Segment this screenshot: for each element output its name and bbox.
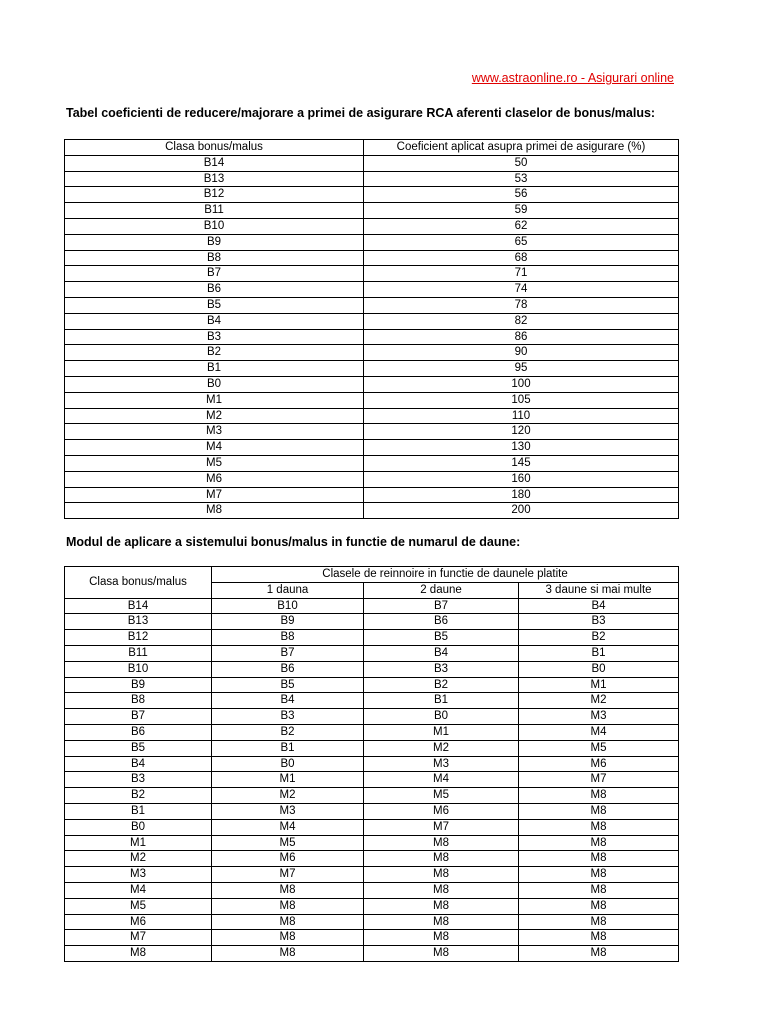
renewal-1-claim-cell: M2 — [212, 788, 364, 804]
class-cell: B5 — [65, 740, 212, 756]
renewal-2-claims-cell: M8 — [364, 882, 519, 898]
coefficient-cell: 59 — [364, 203, 679, 219]
renewal-3-plus-claims-cell: B0 — [519, 661, 679, 677]
class-cell: B3 — [65, 329, 364, 345]
class-cell: M7 — [65, 487, 364, 503]
table-row — [65, 756, 679, 772]
renewal-1-claim-cell: M6 — [212, 851, 364, 867]
table-row — [65, 503, 679, 519]
table-row — [65, 424, 679, 440]
renewal-1-claim-cell: B7 — [212, 645, 364, 661]
renewal-1-claim-cell: M8 — [212, 914, 364, 930]
table-row — [65, 819, 679, 835]
renewal-2-claims-cell: M8 — [364, 914, 519, 930]
class-cell: M6 — [65, 914, 212, 930]
renewal-3-plus-claims-cell: B1 — [519, 645, 679, 661]
renewal-3-plus-claims-cell: M8 — [519, 835, 679, 851]
renewal-2-claims-cell: M8 — [364, 851, 519, 867]
renewal-1-claim-cell: M4 — [212, 819, 364, 835]
renewal-3-plus-claims-cell: M8 — [519, 882, 679, 898]
renewal-3-plus-claims-cell: M5 — [519, 740, 679, 756]
class-cell: B11 — [65, 645, 212, 661]
table-row — [65, 772, 679, 788]
renewal-1-claim-cell: B5 — [212, 677, 364, 693]
table-row — [65, 867, 679, 883]
table-row — [65, 155, 679, 171]
renewal-2-claims-cell: B1 — [364, 693, 519, 709]
class-cell: B6 — [65, 724, 212, 740]
renewal-3-plus-claims-cell: M8 — [519, 914, 679, 930]
class-cell: B8 — [65, 693, 212, 709]
renewal-2-claims-cell: M7 — [364, 819, 519, 835]
column-header-class: Clasa bonus/malus — [65, 140, 364, 156]
coefficient-cell: 160 — [364, 471, 679, 487]
renewal-1-claim-cell: B0 — [212, 756, 364, 772]
class-cell: B12 — [65, 630, 212, 646]
class-cell: M7 — [65, 930, 212, 946]
coefficient-cell: 53 — [364, 171, 679, 187]
class-cell: B3 — [65, 772, 212, 788]
renewal-1-claim-cell: B8 — [212, 630, 364, 646]
class-cell: B14 — [65, 598, 212, 614]
renewal-3-plus-claims-cell: M8 — [519, 803, 679, 819]
class-cell: B9 — [65, 677, 212, 693]
renewal-1-claim-cell: M8 — [212, 930, 364, 946]
group-header-renewal-classes: Clasele de reinnoire in functie de daunele platite — [212, 567, 679, 583]
renewal-2-claims-cell: B3 — [364, 661, 519, 677]
coefficient-cell: 68 — [364, 250, 679, 266]
class-cell: M6 — [65, 471, 364, 487]
table-row — [65, 882, 679, 898]
table-row — [65, 361, 679, 377]
renewal-3-plus-claims-cell: M8 — [519, 946, 679, 962]
column-header-class: Clasa bonus/malus — [65, 567, 212, 599]
renewal-3-plus-claims-cell: M4 — [519, 724, 679, 740]
class-cell: B4 — [65, 313, 364, 329]
class-cell: M1 — [65, 835, 212, 851]
coefficient-cell: 200 — [364, 503, 679, 519]
coefficient-cell: 110 — [364, 408, 679, 424]
renewal-2-claims-cell: M8 — [364, 835, 519, 851]
table-row — [65, 788, 679, 804]
class-cell: B0 — [65, 819, 212, 835]
renewal-3-plus-claims-cell: M3 — [519, 709, 679, 725]
renewal-2-claims-cell: M2 — [364, 740, 519, 756]
renewal-2-claims-cell: M8 — [364, 867, 519, 883]
renewal-3-plus-claims-cell: B3 — [519, 614, 679, 630]
class-cell: M4 — [65, 882, 212, 898]
coefficient-cell: 62 — [364, 218, 679, 234]
class-cell: B6 — [65, 282, 364, 298]
coefficient-cell: 71 — [364, 266, 679, 282]
column-header-coefficient: Coeficient aplicat asupra primei de asigurare (%) — [364, 140, 679, 156]
renewal-3-plus-claims-cell: M8 — [519, 819, 679, 835]
renewal-3-plus-claims-cell: M1 — [519, 677, 679, 693]
renewal-3-plus-claims-cell: M8 — [519, 930, 679, 946]
renewal-1-claim-cell: B4 — [212, 693, 364, 709]
renewal-1-claim-cell: M5 — [212, 835, 364, 851]
table-row — [65, 851, 679, 867]
table-row — [65, 171, 679, 187]
class-cell: B11 — [65, 203, 364, 219]
renewal-2-claims-cell: B0 — [364, 709, 519, 725]
renewal-2-claims-cell: M4 — [364, 772, 519, 788]
class-cell: B10 — [65, 661, 212, 677]
renewal-2-claims-cell: M8 — [364, 946, 519, 962]
table-row — [65, 376, 679, 392]
table-row — [65, 661, 679, 677]
table-row — [65, 218, 679, 234]
coefficient-cell: 120 — [364, 424, 679, 440]
renewal-3-plus-claims-cell: M8 — [519, 867, 679, 883]
class-cell: M8 — [65, 503, 364, 519]
table-row — [65, 313, 679, 329]
table-row — [65, 266, 679, 282]
coefficient-cell: 86 — [364, 329, 679, 345]
renewal-3-plus-claims-cell: M8 — [519, 788, 679, 804]
table-row — [65, 471, 679, 487]
table-row — [65, 234, 679, 250]
renewal-2-claims-cell: M6 — [364, 803, 519, 819]
renewal-2-claims-cell: M8 — [364, 930, 519, 946]
coefficient-cell: 105 — [364, 392, 679, 408]
class-cell: B1 — [65, 361, 364, 377]
table-row — [65, 898, 679, 914]
renewal-3-plus-claims-cell: B2 — [519, 630, 679, 646]
coefficient-cell: 82 — [364, 313, 679, 329]
table-row — [65, 914, 679, 930]
renewal-2-claims-cell: B7 — [364, 598, 519, 614]
astraonline-link[interactable]: www.astraonline.ro - Asigurari online — [471, 71, 674, 85]
table-header-row — [65, 140, 679, 156]
table-row — [65, 455, 679, 471]
table-row — [65, 345, 679, 361]
table-row — [65, 392, 679, 408]
renewal-3-plus-claims-cell: M8 — [519, 851, 679, 867]
class-cell: B12 — [65, 187, 364, 203]
renewal-1-claim-cell: B2 — [212, 724, 364, 740]
renewal-1-claim-cell: M8 — [212, 946, 364, 962]
renewal-1-claim-cell: M3 — [212, 803, 364, 819]
coefficient-cell: 90 — [364, 345, 679, 361]
table-row — [65, 250, 679, 266]
table-row — [65, 408, 679, 424]
renewal-2-claims-cell: B4 — [364, 645, 519, 661]
class-cell: B4 — [65, 756, 212, 772]
class-cell: B13 — [65, 171, 364, 187]
renewal-1-claim-cell: M1 — [212, 772, 364, 788]
class-cell: B1 — [65, 803, 212, 819]
renewal-3-plus-claims-cell: M6 — [519, 756, 679, 772]
renewal-1-claim-cell: M8 — [212, 882, 364, 898]
class-cell: M8 — [65, 946, 212, 962]
table-row — [65, 187, 679, 203]
class-cell: B2 — [65, 345, 364, 361]
class-cell: B14 — [65, 155, 364, 171]
coefficient-cell: 74 — [364, 282, 679, 298]
class-cell: B7 — [65, 266, 364, 282]
coefficient-cell: 100 — [364, 376, 679, 392]
table-row — [65, 329, 679, 345]
table-row — [65, 946, 679, 962]
class-cell: M5 — [65, 455, 364, 471]
class-cell: B13 — [65, 614, 212, 630]
table-row — [65, 930, 679, 946]
table-row — [65, 203, 679, 219]
column-header-1-claim: 1 dauna — [212, 582, 364, 598]
class-cell: M4 — [65, 440, 364, 456]
class-cell: B9 — [65, 234, 364, 250]
coefficient-cell: 56 — [364, 187, 679, 203]
coefficient-table-heading: Tabel coeficienti de reducere/majorare a primei de asigurare RCA aferenti claselor de bonus/malus: — [66, 106, 656, 120]
column-header-2-claims: 2 daune — [364, 582, 519, 598]
coefficient-cell: 130 — [364, 440, 679, 456]
table-row — [65, 282, 679, 298]
class-cell: M5 — [65, 898, 212, 914]
table-row — [65, 297, 679, 313]
renewal-2-claims-cell: M8 — [364, 898, 519, 914]
renewal-1-claim-cell: M8 — [212, 898, 364, 914]
class-cell: M2 — [65, 408, 364, 424]
class-cell: M3 — [65, 424, 364, 440]
renewal-2-claims-cell: M3 — [364, 756, 519, 772]
renewal-2-claims-cell: B5 — [364, 630, 519, 646]
class-cell: B10 — [65, 218, 364, 234]
table-row — [65, 645, 679, 661]
class-cell: B5 — [65, 297, 364, 313]
class-cell: B2 — [65, 788, 212, 804]
class-cell: M2 — [65, 851, 212, 867]
table-row — [65, 835, 679, 851]
renewal-2-claims-cell: B2 — [364, 677, 519, 693]
renewal-2-claims-cell: B6 — [364, 614, 519, 630]
table-row — [65, 630, 679, 646]
renewal-1-claim-cell: B3 — [212, 709, 364, 725]
table-row — [65, 709, 679, 725]
coefficient-cell: 95 — [364, 361, 679, 377]
class-cell: M3 — [65, 867, 212, 883]
coefficient-cell: 180 — [364, 487, 679, 503]
renewal-1-claim-cell: B6 — [212, 661, 364, 677]
coefficient-cell: 78 — [364, 297, 679, 313]
renewal-2-claims-cell: M5 — [364, 788, 519, 804]
column-header-3-plus-claims: 3 daune si mai multe — [519, 582, 679, 598]
renewal-3-plus-claims-cell: M2 — [519, 693, 679, 709]
table-row — [65, 693, 679, 709]
renewal-3-plus-claims-cell: B4 — [519, 598, 679, 614]
table-row — [65, 803, 679, 819]
renewal-1-claim-cell: B10 — [212, 598, 364, 614]
coefficient-cell: 145 — [364, 455, 679, 471]
class-cell: M1 — [65, 392, 364, 408]
class-cell: B0 — [65, 376, 364, 392]
renewal-1-claim-cell: B9 — [212, 614, 364, 630]
table-row — [65, 487, 679, 503]
renewal-3-plus-claims-cell: M8 — [519, 898, 679, 914]
renewal-2-claims-cell: M1 — [364, 724, 519, 740]
table-row — [65, 677, 679, 693]
table-row — [65, 740, 679, 756]
renewal-table-heading: Modul de aplicare a sistemului bonus/malus in functie de numarul de daune: — [66, 535, 521, 549]
class-cell: B8 — [65, 250, 364, 266]
renewal-1-claim-cell: B1 — [212, 740, 364, 756]
coefficient-table — [64, 139, 679, 519]
table-header-row — [65, 567, 679, 583]
coefficient-cell: 65 — [364, 234, 679, 250]
renewal-1-claim-cell: M7 — [212, 867, 364, 883]
table-row — [65, 440, 679, 456]
renewal-3-plus-claims-cell: M7 — [519, 772, 679, 788]
coefficient-cell: 50 — [364, 155, 679, 171]
table-row — [65, 614, 679, 630]
table-row — [65, 598, 679, 614]
table-row — [65, 724, 679, 740]
class-cell: B7 — [65, 709, 212, 725]
renewal-table — [64, 566, 679, 962]
